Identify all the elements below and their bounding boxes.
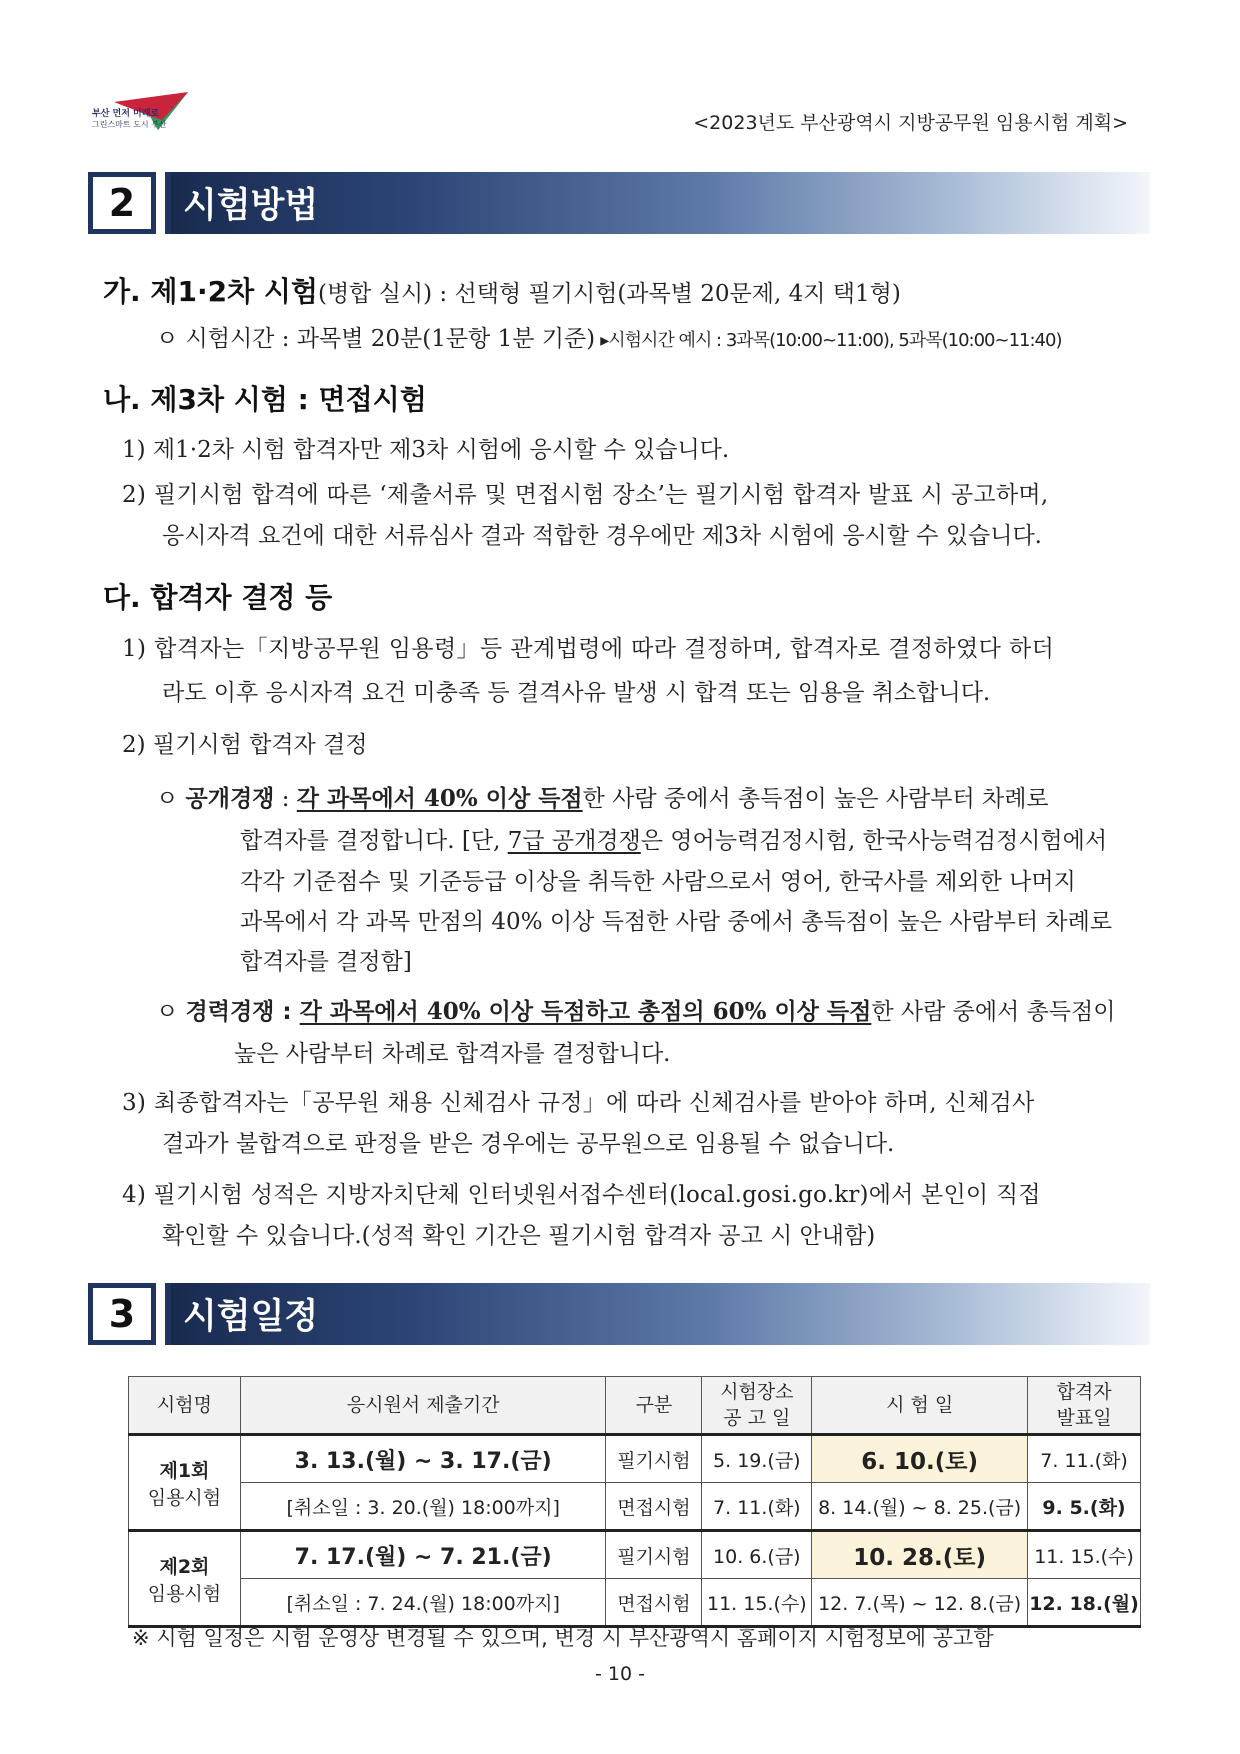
- subsection-a-label: 가. 제1·2차 시험: [103, 275, 318, 308]
- venue-notice-date: 5. 19.(금): [702, 1435, 812, 1483]
- exam-date: 8. 14.(월) ~ 8. 25.(금): [812, 1483, 1028, 1531]
- open-competition-colon: :: [274, 786, 297, 812]
- subsection-a: [103, 270, 901, 310]
- subsection-a-desc: (병합 실시) : 선택형 필기시험(과목별 20문제, 4지 택1형): [317, 281, 901, 307]
- section-title: 시험방법: [183, 186, 319, 226]
- open-l2b: 은 영어능력검정시험, 한국사능력검정시험에서: [640, 828, 1108, 854]
- exam-name-cell: [129, 1435, 241, 1531]
- subsection-b-label: 나. 제3차 시험 : 면접시험: [103, 383, 427, 416]
- col-exam-name: 시험명: [129, 1377, 241, 1435]
- result-date: 9. 5.(화): [1028, 1483, 1141, 1531]
- open-l2-7th-grade: 7급 공개경쟁: [507, 828, 641, 854]
- exam-date: 6. 10.(토): [812, 1435, 1028, 1483]
- exam-type: 면접시험: [606, 1579, 702, 1627]
- section-number: 3: [88, 1283, 156, 1345]
- venue-notice-date: 7. 11.(화): [702, 1483, 812, 1531]
- section-title: 시험일정: [183, 1297, 319, 1337]
- subsection-c-item4-l1: 4) 필기시험 성적은 지방자치단체 인터넷원서접수센터(local.gosi.go.kr)에서 본인이 직접: [122, 1182, 1041, 1208]
- col-result-date-l2: 발표일: [1056, 1407, 1112, 1429]
- col-venue-notice: [702, 1377, 812, 1435]
- schedule-note: ※ 시험 일정은 시험 운영상 변경될 수 있으며, 변경 시 부산광역시 홈페이지 시험정보에 공고함: [132, 1626, 994, 1650]
- subsection-c-item1-l1: 1) 합격자는「지방공무원 임용령」등 관계법령에 따라 결정하며, 합격자로 결정하였다 하더: [122, 636, 1055, 662]
- subsection-c-item4-l2: 확인할 수 있습니다.(성적 확인 기간은 필기시험 합격자 공고 시 안내함): [162, 1223, 876, 1249]
- document-title: <2023년도 부산광역시 지방공무원 임용시험 계획>: [693, 112, 1128, 134]
- career-competition-line2: 높은 사람부터 차례로 합격자를 결정합니다.: [234, 1041, 671, 1067]
- open-competition-line3: 각각 기준점수 및 기준등급 이상을 취득한 사람으로서 영어, 한국사를 제외한 나머지: [240, 869, 1076, 895]
- subsection-c-item1-l2: 라도 이후 응시자격 요건 미충족 등 결격사유 발생 시 합격 또는 임용을 취소합니다.: [162, 680, 991, 706]
- career-competition-criteria: 각 과목에서 40% 이상 득점하고 총점의 60% 이상 득점: [299, 998, 872, 1025]
- col-venue-notice-l2: 공 고 일: [723, 1407, 791, 1429]
- logo-subslogan: 그린스마트 도시 부산: [92, 120, 167, 129]
- open-competition-label: 공개경쟁: [185, 786, 275, 812]
- open-competition-line2: [240, 822, 1107, 855]
- venue-notice-date: 10. 6.(금): [702, 1531, 812, 1579]
- cancel-deadline: [취소일 : 3. 20.(월) 18:00까지]: [240, 1483, 606, 1531]
- exam-type: 면접시험: [606, 1483, 702, 1531]
- open-l2a: 합격자를 결정합니다. [단,: [240, 828, 508, 854]
- subsection-c-label: 다. 합격자 결정 등: [103, 581, 333, 614]
- section-number: 2: [88, 172, 156, 234]
- exam-time-bullet: [156, 320, 1062, 353]
- subsection-c-item3-l2: 결과가 불합격으로 판정을 받은 경우에는 공무원으로 임용될 수 없습니다.: [162, 1131, 895, 1157]
- subsection-b-item1: 1) 제1·2차 시험 합격자만 제3차 시험에 응시할 수 있습니다.: [122, 437, 730, 463]
- col-result-date: [1028, 1377, 1141, 1435]
- subsection-c-item3-l1: 3) 최종합격자는「공무원 채용 신체검사 규정」에 따라 신체검사를 받아야 하며, 신체검사: [122, 1090, 1035, 1116]
- logo-slogan: 부산 먼저 미래로: [92, 109, 160, 119]
- result-date: 7. 11.(화): [1028, 1435, 1141, 1483]
- application-period: 7. 17.(월) ~ 7. 21.(금): [240, 1531, 606, 1579]
- open-competition-line5: 합격자를 결정함]: [240, 949, 412, 975]
- col-result-date-l1: 합격자: [1056, 1381, 1112, 1403]
- exam-name: 제1회: [159, 1459, 210, 1482]
- table-row: [129, 1435, 1141, 1483]
- venue-notice-date: 11. 15.(수): [702, 1579, 812, 1627]
- subsection-b-item2-l1: 2) 필기시험 합격에 따른 ‘제출서류 및 면접시험 장소’는 필기시험 합격자 발표 시 공고하며,: [122, 482, 1049, 508]
- table-row: [129, 1531, 1141, 1579]
- table-header-row: [129, 1377, 1141, 1435]
- career-competition-bullet: ㅇ 경력경쟁 : 각 과목에서 40% 이상 득점하고 총점의 60% 이상 득점한 사람 중에서 총득점이: [156, 998, 1116, 1025]
- exam-date: 10. 28.(토): [812, 1531, 1028, 1579]
- page-number: - 10 -: [595, 1663, 645, 1685]
- open-competition-line4: 과목에서 각 과목 만점의 40% 이상 득점한 사람 중에서 총득점이 높은 사람부터 차례로: [240, 909, 1113, 935]
- result-date: 12. 18.(월): [1028, 1579, 1141, 1627]
- col-venue-notice-l1: 시험장소: [720, 1381, 794, 1403]
- col-application-period: 응시원서 제출기간: [240, 1377, 606, 1435]
- exam-name-cell: [129, 1531, 241, 1627]
- result-date: 11. 15.(수): [1028, 1531, 1141, 1579]
- exam-type: 필기시험: [606, 1435, 702, 1483]
- career-competition-label: 경력경쟁 :: [185, 999, 300, 1025]
- career-competition-rest: 한 사람 중에서 총득점이: [871, 999, 1116, 1025]
- subsection-b-item2-l2: 응시자격 요건에 대한 서류심사 결과 적합한 경우에만 제3차 시험에 응시할 수 있습니다.: [162, 523, 1042, 549]
- subsection-c-item2: 2) 필기시험 합격자 결정: [122, 732, 368, 758]
- exam-name: 제2회: [159, 1555, 210, 1578]
- col-exam-date: 시 험 일: [812, 1377, 1028, 1435]
- open-competition-rest: 한 사람 중에서 총득점이 높은 사람부터 차례로: [582, 786, 1049, 812]
- open-competition-bullet: ㅇ 공개경쟁 : 각 과목에서 40% 이상 득점한 사람 중에서 총득점이 높은 사람부터 차례로: [156, 785, 1049, 812]
- exam-schedule-table: [128, 1376, 1141, 1628]
- exam-time-text: ㅇ 시험시간 : 과목별 20분(1문항 1분 기준): [156, 326, 596, 352]
- open-competition-criteria: 각 과목에서 40% 이상 득점: [296, 785, 583, 812]
- exam-time-example: ▸시험시간 예시 : 3과목(10:00~11:00), 5과목(10:00~11:40): [600, 330, 1062, 351]
- cancel-deadline: [취소일 : 7. 24.(월) 18:00까지]: [240, 1579, 606, 1627]
- section-title-bar: [165, 1283, 1150, 1345]
- exam-name-sub: 임용시험: [147, 1582, 222, 1605]
- section-title-bar: [165, 172, 1150, 234]
- table-row: [129, 1579, 1141, 1627]
- application-period: 3. 13.(월) ~ 3. 17.(금): [240, 1435, 606, 1483]
- col-category: 구분: [606, 1377, 702, 1435]
- exam-name-sub: 임용시험: [147, 1486, 222, 1509]
- exam-type: 필기시험: [606, 1531, 702, 1579]
- exam-date: 12. 7.(목) ~ 12. 8.(금): [812, 1579, 1028, 1627]
- table-row: [129, 1483, 1141, 1531]
